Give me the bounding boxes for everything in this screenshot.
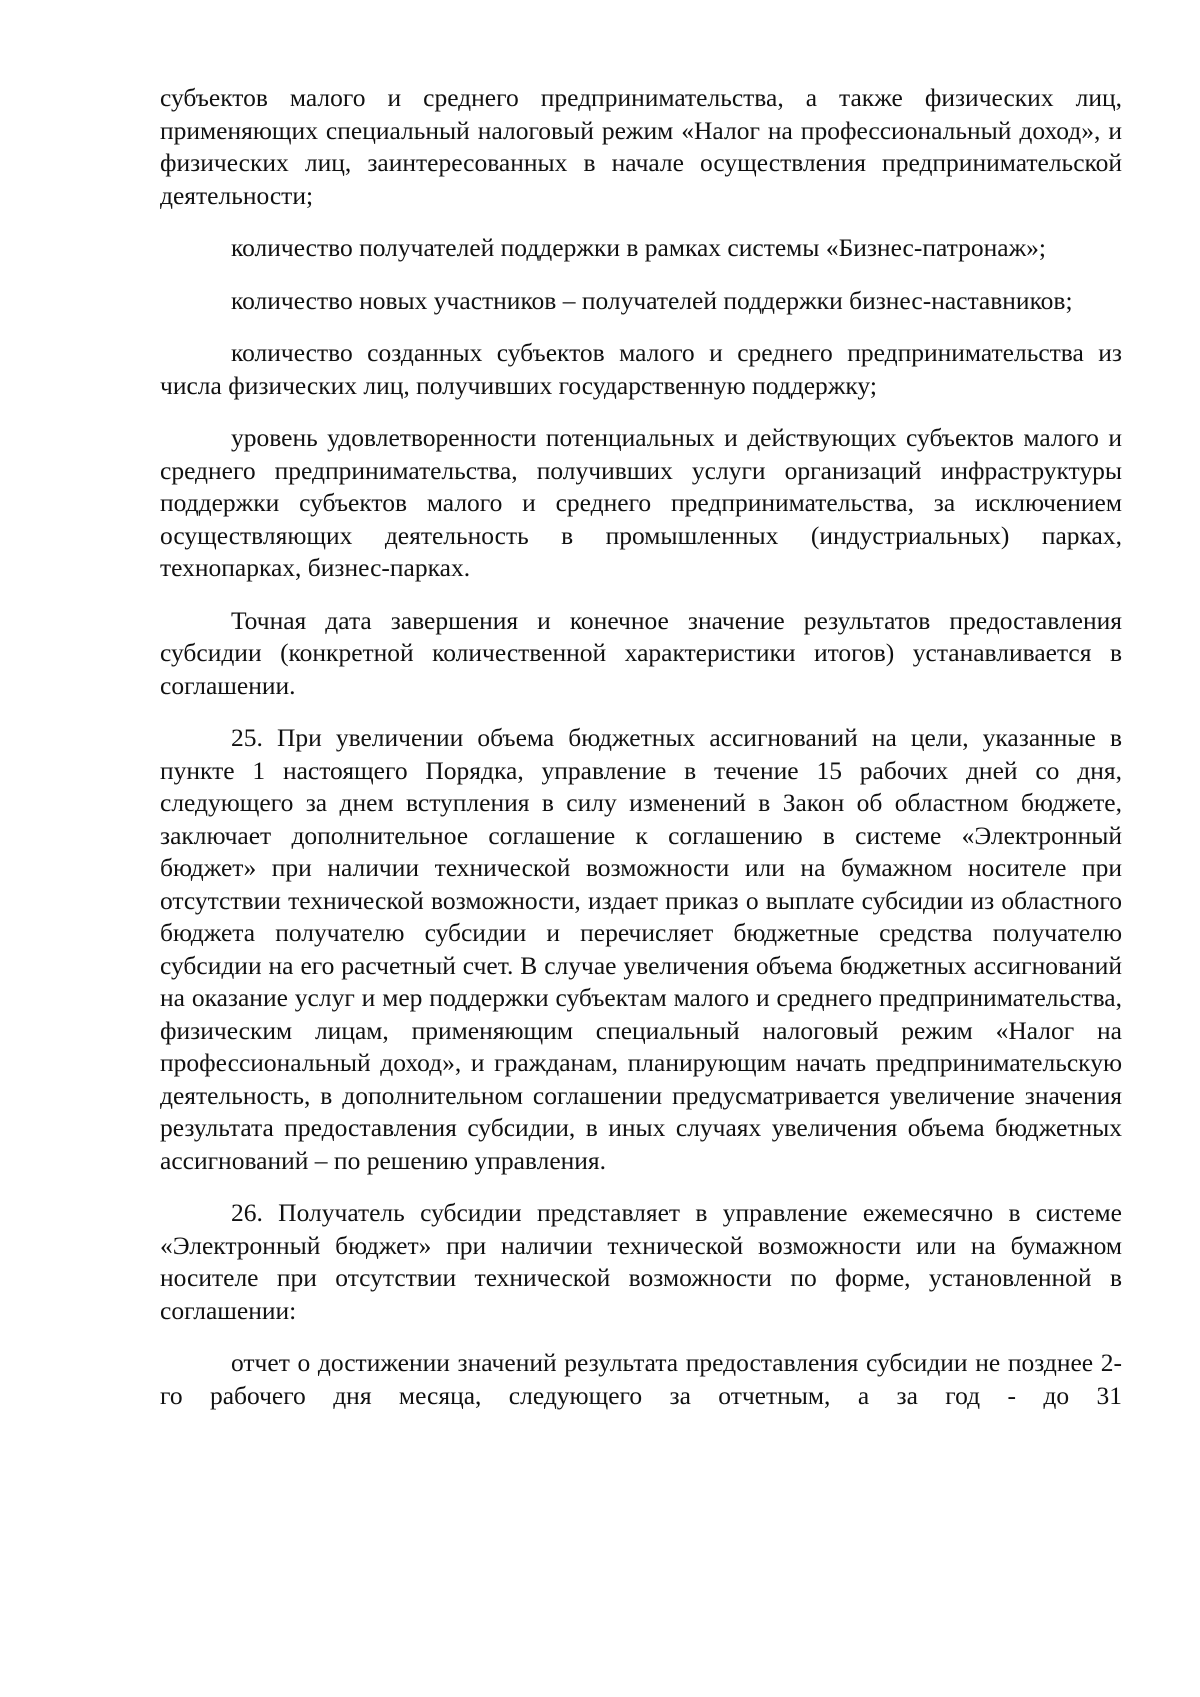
- paragraph-exact-date: Точная дата завершения и конечное значение результатов предоставления субсидии (конкретной количественной характеристики итогов) устанавливается в соглашении.: [160, 605, 1122, 700]
- paragraph-section-26: 26. Получатель субсидии представляет в управление ежемесячно в системе «Электронный бюджет» при наличии технической возможности или на бумажном носителе при отсутствии технической возможности по форме, установленной в соглашении:: [160, 1198, 1122, 1325]
- document-page: [160, 82, 1122, 1432]
- paragraph-business-patronage: количество получателей поддержки в рамках системы «Бизнес-патронаж»;: [231, 233, 1047, 262]
- paragraph-section-25: 25. При увеличении объема бюджетных ассигнований на цели, указанные в пункте 1 настоящего Порядка, управление в течение 15 рабочих дней со дня, следующего за днем вступления в силу изменений в Закон об областном бюджете, заключает дополнительное соглашение к соглашению в системе «Электронный бюджет» при наличии технической возможности или на бумажном носителе при отсутствии технической возможности, издает приказ о выплате субсидии из областного бюджета получателю субсидии и перечисляет бюджетные средства получателю субсидии на его расчетный счет. В случае увеличения объема бюджетных ассигнований на оказание услуг и мер поддержки субъектам малого и среднего предпринимательства, физическим лицам, применяющим специальный налоговый режим «Налог на профессиональный доход», и гражданам, планирующим начать предпринимательскую деятельность, в дополнительном соглашении предусматривается увеличение значения результата предоставления субсидии, в иных случаях увеличения объема бюджетных ассигнований – по решению управления.: [160, 723, 1122, 1175]
- paragraph-business-mentors: количество новых участников – получателей поддержки бизнес-наставников;: [231, 285, 1073, 315]
- paragraph-continuation: субъектов малого и среднего предпринимательства, а также физических лиц, применяющих специальный налоговый режим «Налог на профессиональный доход», и физических лиц, заинтересованных в начале осуществления предпринимательской деятельности;: [160, 83, 1122, 210]
- paragraph-report: отчет о достижении значений результата предоставления субсидии не позднее 2-го рабочего дня месяца, следующего за отчетным, а за год - до 31: [160, 1348, 1122, 1410]
- paragraph-satisfaction-level: уровень удовлетворенности потенциальных и действующих субъектов малого и среднего предпринимательства, получивших услуги организаций инфраструктуры поддержки субъектов малого и среднего предпринимательства, за исключением осуществляющих деятельность в промышленных (индустриальных) парках, технопарках, бизнес-парках.: [160, 423, 1122, 582]
- paragraph-created-entities: количество созданных субъектов малого и среднего предпринимательства из числа физических лиц, получивших государственную поддержку;: [160, 338, 1122, 400]
